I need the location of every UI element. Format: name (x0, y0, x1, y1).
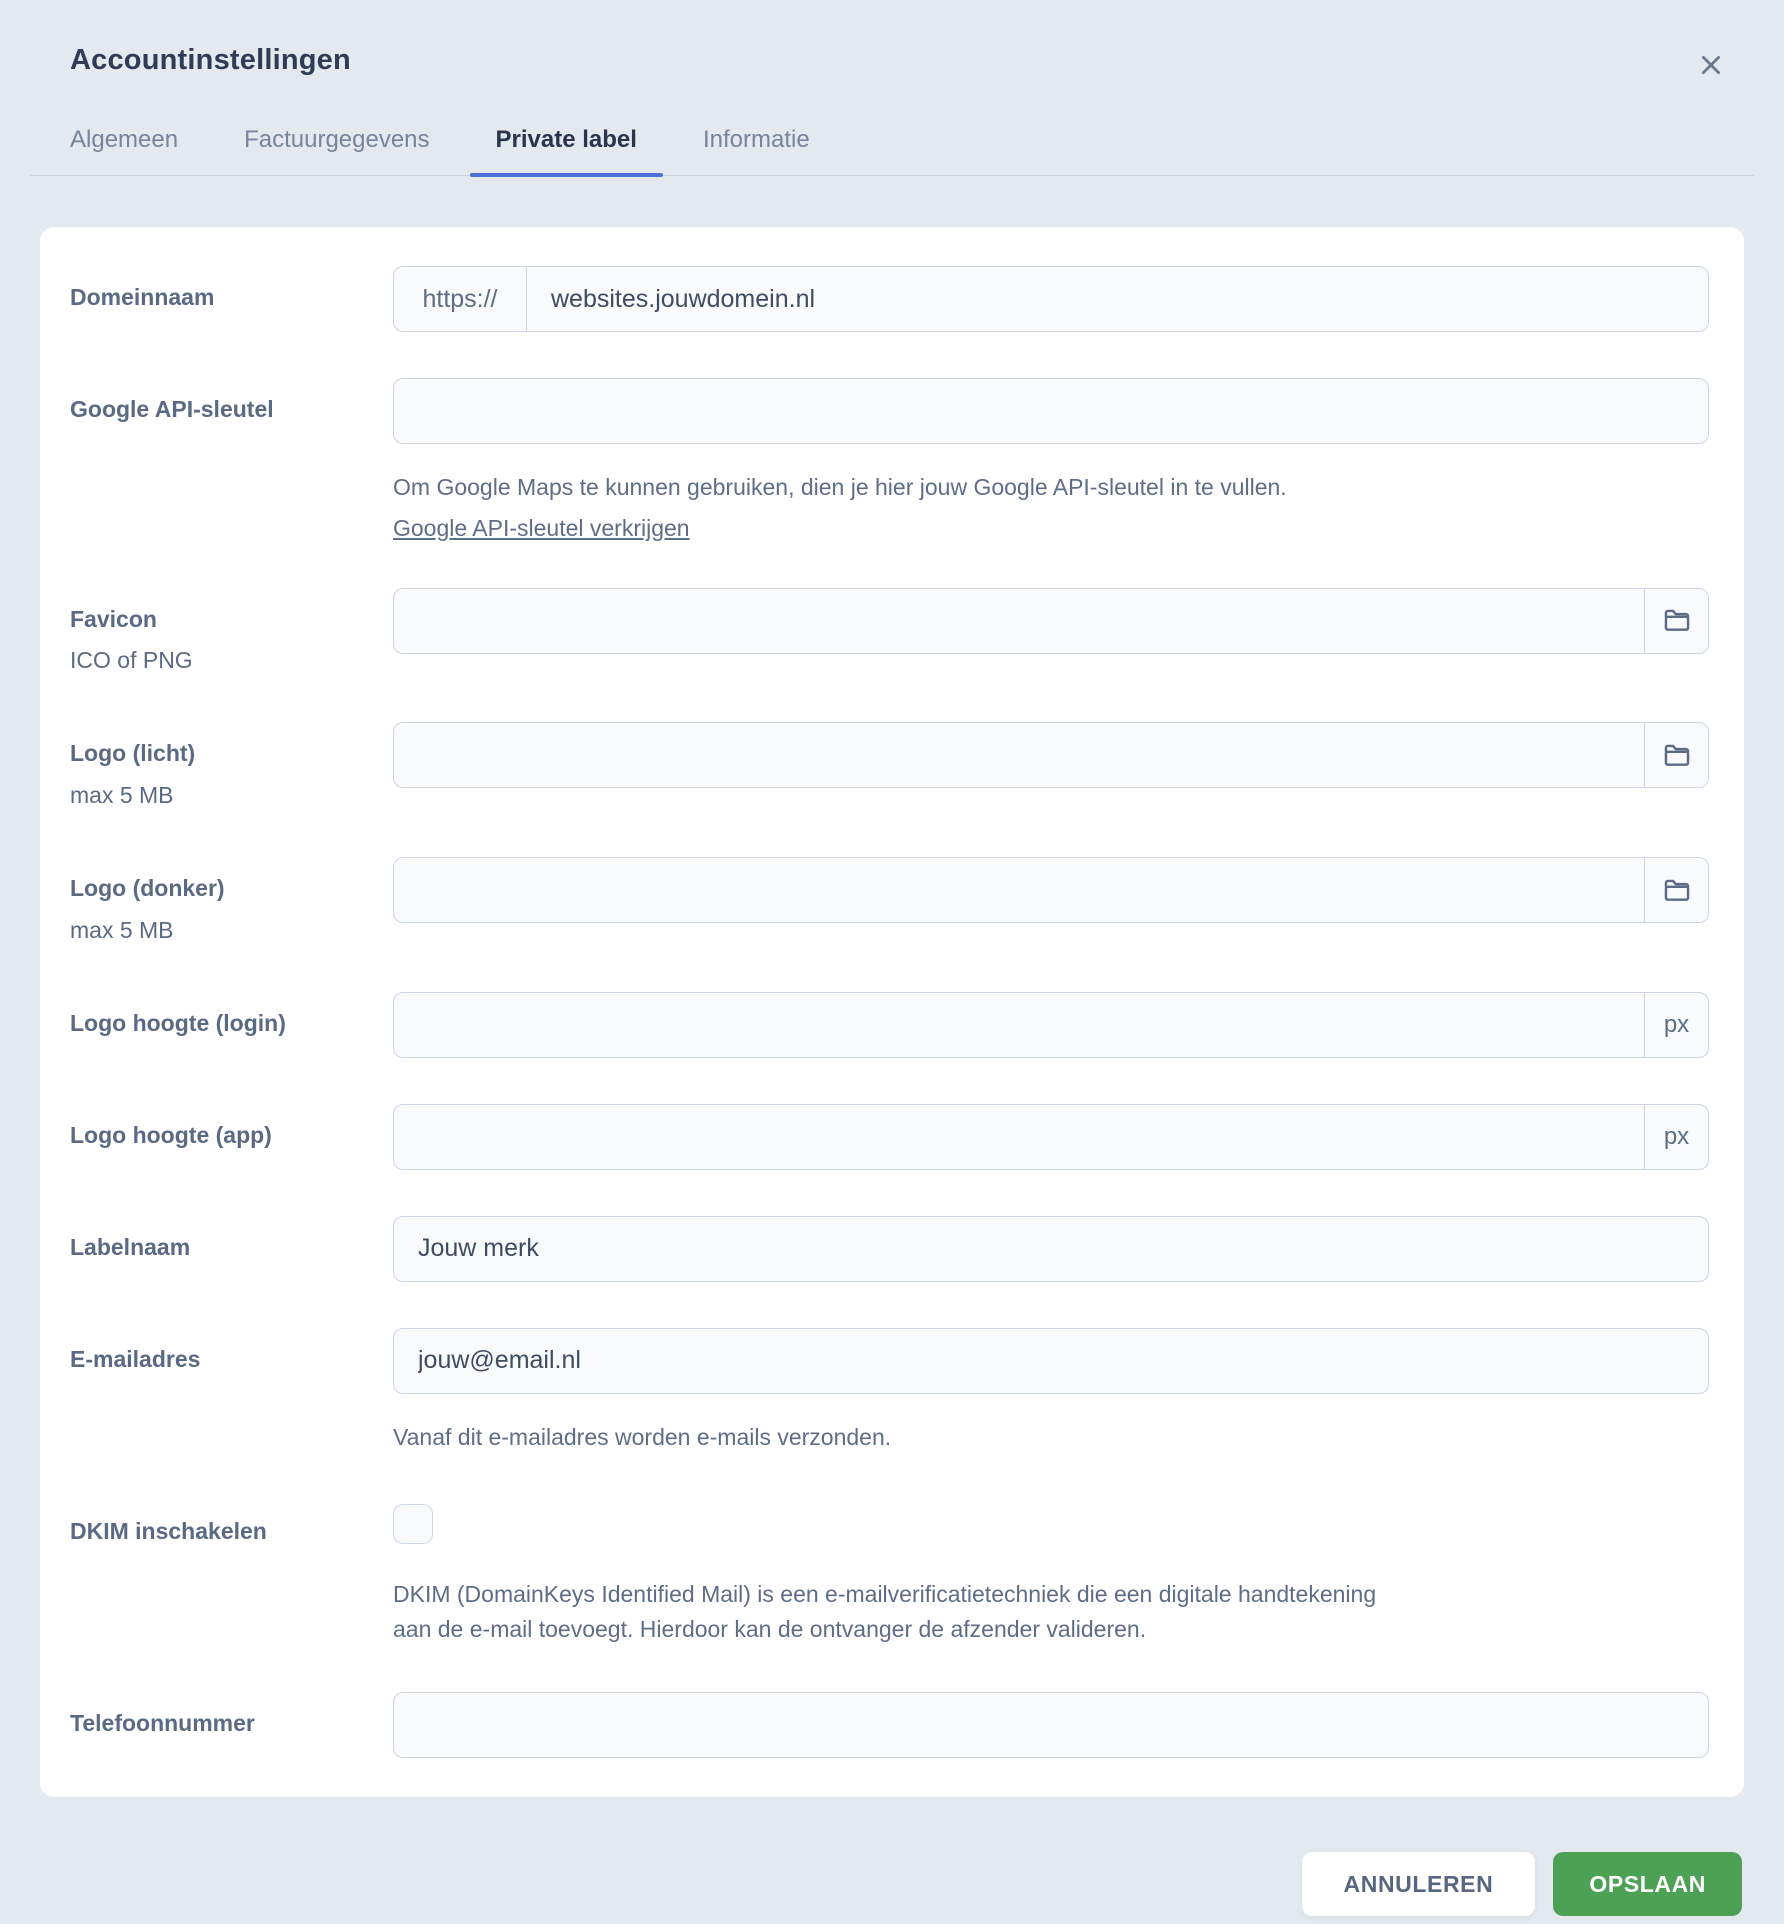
tab-factuurgegevens[interactable]: Factuurgegevens (244, 126, 430, 153)
tab-informatie[interactable]: Informatie (702, 126, 810, 153)
close-icon (1698, 52, 1724, 78)
labelnaam-input[interactable] (393, 1216, 1709, 1282)
field-row-logo-hoogte-app (70, 1104, 1709, 1170)
logo-licht-input-group (393, 722, 1709, 788)
logo-licht-browse-button[interactable] (1644, 723, 1708, 787)
logo-donker-label (70, 857, 393, 946)
private-label-form (40, 227, 1744, 1797)
google-api-key-input[interactable] (393, 378, 1709, 444)
dialog-header (0, 0, 1784, 82)
logo-hoogte-login-unit: px (1644, 993, 1708, 1057)
field-row-logo-hoogte-login (70, 992, 1709, 1058)
field-row-dkim (70, 1500, 1709, 1646)
favicon-file-input[interactable] (394, 589, 1644, 653)
google-api-sleutel-label: Google API-sleutel (70, 396, 274, 422)
page-title: Accountinstellingen (70, 44, 351, 76)
folder-icon (1662, 607, 1692, 634)
emailadres-help-text: Vanaf dit e-mailadres worden e-mails verzonden. (393, 1423, 892, 1450)
field-row-google-api-sleutel (70, 378, 1709, 542)
logo-licht-label-text: Logo (licht) (70, 740, 196, 767)
domeinnaam-label: Domeinnaam (70, 284, 215, 310)
field-row-telefoonnummer (70, 1692, 1709, 1758)
logo-licht-file-input[interactable] (394, 723, 1644, 787)
field-row-domeinnaam (70, 266, 1709, 332)
emailadres-label: E-mailadres (70, 1345, 201, 1372)
dkim-label: DKIM inschakelen (70, 1518, 267, 1545)
field-row-logo-licht (70, 722, 1709, 811)
labelnaam-label: Labelnaam (70, 1233, 191, 1260)
logo-hoogte-app-unit: px (1644, 1105, 1708, 1169)
field-row-emailadres (70, 1328, 1709, 1455)
dialog-footer (0, 1852, 1742, 1916)
favicon-sublabel: ICO of PNG (70, 647, 193, 674)
field-row-favicon (70, 588, 1709, 677)
dkim-checkbox[interactable] (393, 1504, 433, 1544)
tab-algemeen[interactable]: Algemeen (70, 126, 179, 153)
logo-licht-sublabel: max 5 MB (70, 782, 174, 809)
logo-hoogte-app-label: Logo hoogte (app) (70, 1121, 272, 1148)
favicon-label (70, 588, 393, 677)
field-row-logo-donker (70, 857, 1709, 946)
logo-hoogte-app-input[interactable] (394, 1105, 1644, 1169)
logo-donker-file-input[interactable] (394, 858, 1644, 922)
logo-hoogte-app-input-group (393, 1104, 1709, 1170)
logo-hoogte-login-label: Logo hoogte (login) (70, 1009, 286, 1036)
domain-input[interactable] (527, 267, 1708, 331)
tab-private-label[interactable]: Private label (470, 126, 663, 175)
close-button[interactable] (1694, 48, 1728, 82)
favicon-input-group (393, 588, 1709, 654)
cancel-button[interactable]: ANNULEREN (1302, 1852, 1536, 1916)
logo-donker-label-text: Logo (donker) (70, 875, 225, 902)
tab-bar (30, 126, 1754, 176)
favicon-label-text: Favicon (70, 605, 157, 632)
favicon-browse-button[interactable] (1644, 589, 1708, 653)
domain-input-group (393, 266, 1709, 332)
folder-icon (1662, 742, 1692, 769)
google-api-control (393, 378, 1709, 542)
dkim-control (393, 1500, 1709, 1646)
dkim-description: DKIM (DomainKeys Identified Mail) is een e-mailverificatietechniek die een digitale handtekening aan de e-mail toevoegt. Hierdoor kan de ontvanger de afzender valideren. (393, 1581, 1377, 1642)
logo-donker-input-group (393, 857, 1709, 923)
google-api-help-text: Om Google Maps te kunnen gebruiken, dien je hier jouw Google API-sleutel in te vullen. (393, 474, 1287, 500)
telefoonnummer-input[interactable] (393, 1692, 1709, 1758)
email-control (393, 1328, 1709, 1455)
google-api-key-link[interactable]: Google API-sleutel verkrijgen (393, 514, 690, 541)
logo-donker-sublabel: max 5 MB (70, 916, 174, 943)
domain-protocol-prefix: https:// (394, 267, 527, 331)
emailadres-input[interactable] (393, 1328, 1709, 1394)
logo-hoogte-login-input-group (393, 992, 1709, 1058)
save-button[interactable]: OPSLAAN (1553, 1852, 1742, 1916)
telefoonnummer-label: Telefoonnummer (70, 1710, 255, 1737)
logo-licht-label (70, 722, 393, 811)
field-row-labelnaam (70, 1216, 1709, 1282)
folder-icon (1662, 877, 1692, 904)
logo-donker-browse-button[interactable] (1644, 858, 1708, 922)
logo-hoogte-login-input[interactable] (394, 993, 1644, 1057)
